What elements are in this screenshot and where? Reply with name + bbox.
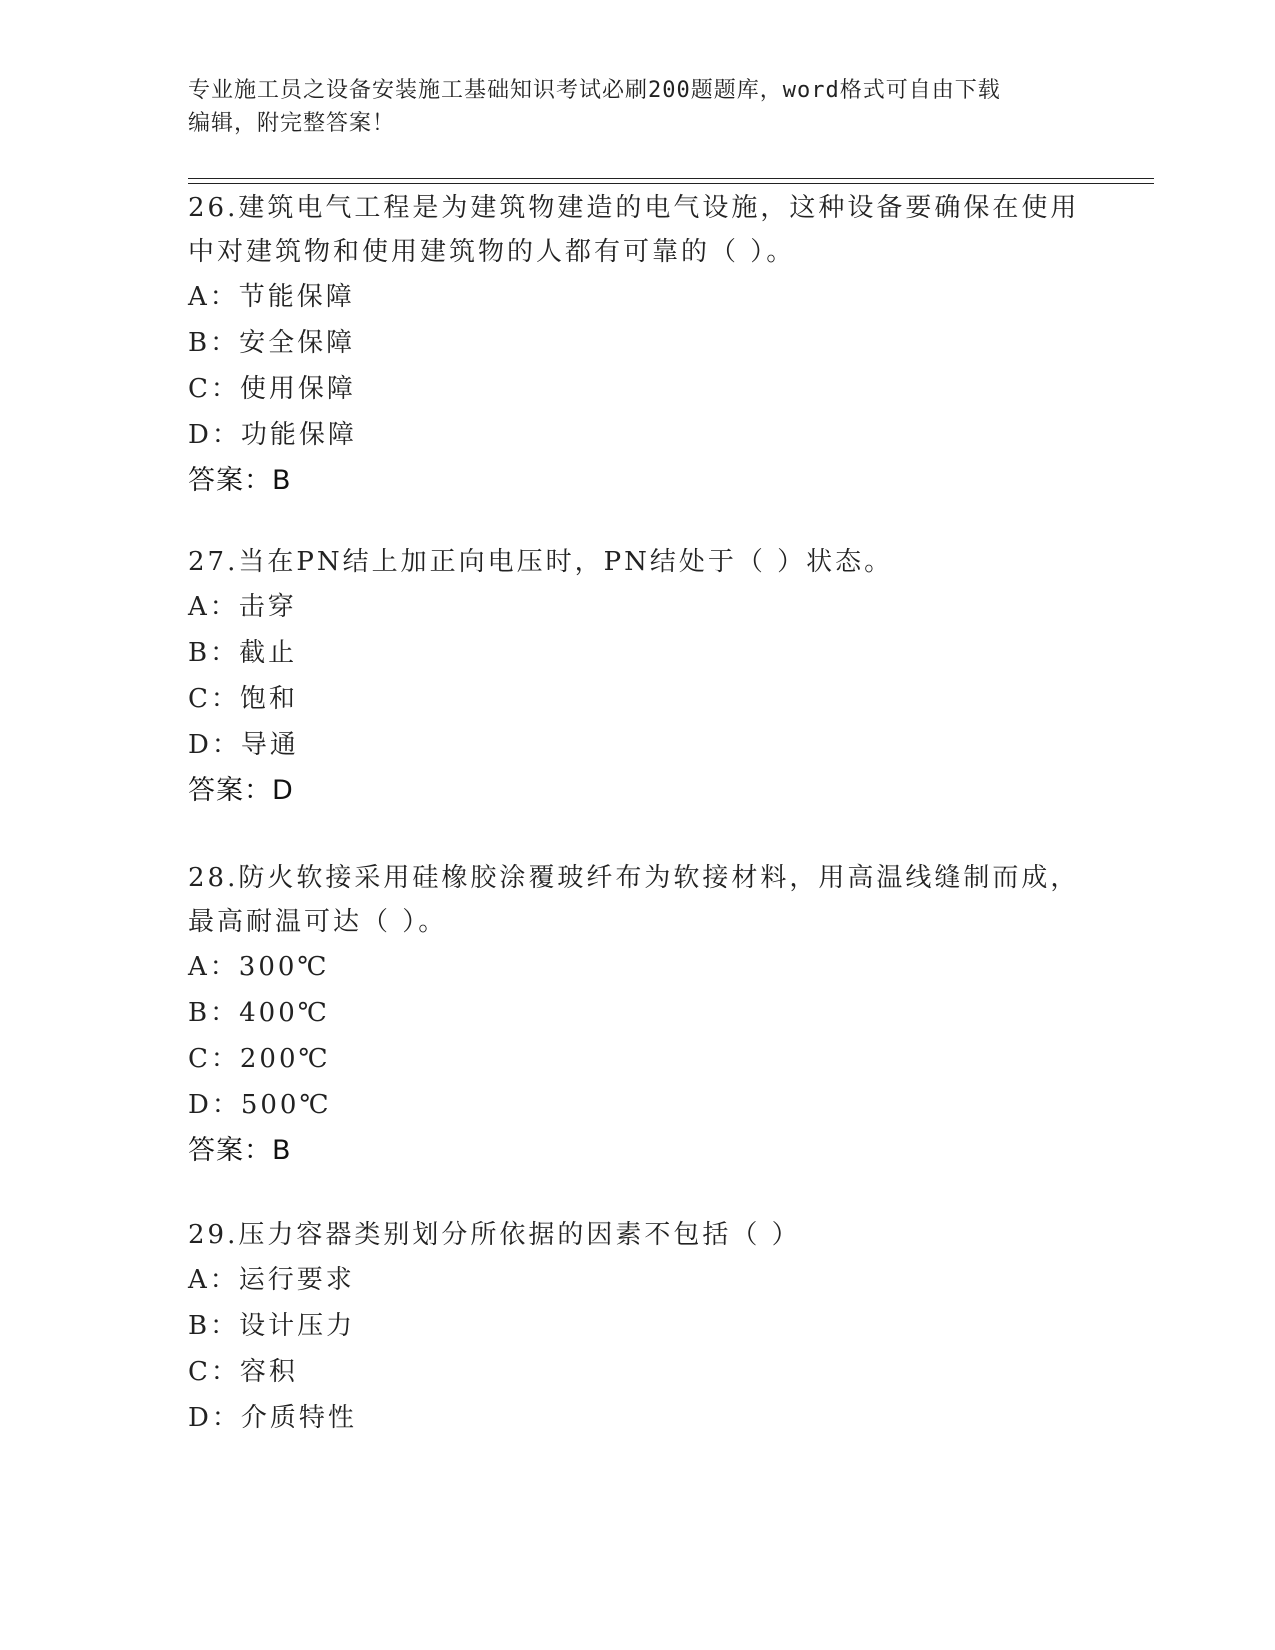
option-d: D：导通 — [188, 730, 299, 760]
header-line-2: 编辑，附完整答案！ — [188, 111, 396, 136]
option-c: C：饱和 — [188, 684, 298, 714]
answer: 答案：B — [188, 465, 292, 496]
option-a: A：节能保障 — [188, 282, 355, 312]
question-stem-line-1: 27.当在PN结上加正向电压时，PN结处于（ ）状态。 — [188, 547, 894, 577]
option-b: B：截止 — [188, 638, 298, 668]
option-d: D：介质特性 — [188, 1403, 357, 1433]
option-d: D：功能保障 — [188, 420, 357, 450]
option-a: A：击穿 — [188, 592, 297, 622]
question-stem-line-2: 中对建筑物和使用建筑物的人都有可靠的（ ）。 — [188, 237, 796, 267]
document-header — [188, 74, 1068, 140]
header-line-1: 专业施工员之设备安装施工基础知识考试必刷200题题库，word格式可自由下载 — [188, 78, 1001, 103]
question-stem-line-1: 26.建筑电气工程是为建筑物建造的电气设施，这种设备要确保在使用 — [188, 193, 1080, 223]
question-27 — [188, 540, 1088, 814]
option-b: B：400℃ — [188, 998, 330, 1028]
answer: 答案：B — [188, 1135, 292, 1166]
question-26 — [188, 186, 1088, 504]
option-c: C：使用保障 — [188, 374, 356, 404]
question-stem-line-1: 29.压力容器类别划分所依据的因素不包括（ ） — [188, 1220, 801, 1250]
option-c: C：200℃ — [188, 1044, 331, 1074]
option-a: A：运行要求 — [188, 1265, 355, 1295]
option-b: B：安全保障 — [188, 328, 356, 358]
question-29 — [188, 1213, 1088, 1441]
header-divider-bottom — [188, 183, 1154, 184]
question-stem-line-2: 最高耐温可达（ ）。 — [188, 907, 448, 937]
option-d: D：500℃ — [188, 1090, 332, 1120]
question-stem-line-1: 28.防火软接采用硅橡胶涂覆玻纤布为软接材料，用高温线缝制而成， — [188, 863, 1080, 893]
option-a: A：300℃ — [188, 952, 330, 982]
header-divider-top — [188, 178, 1154, 179]
question-28 — [188, 856, 1088, 1174]
option-b: B：设计压力 — [188, 1311, 356, 1341]
option-c: C：容积 — [188, 1357, 298, 1387]
answer: 答案：D — [188, 775, 294, 806]
